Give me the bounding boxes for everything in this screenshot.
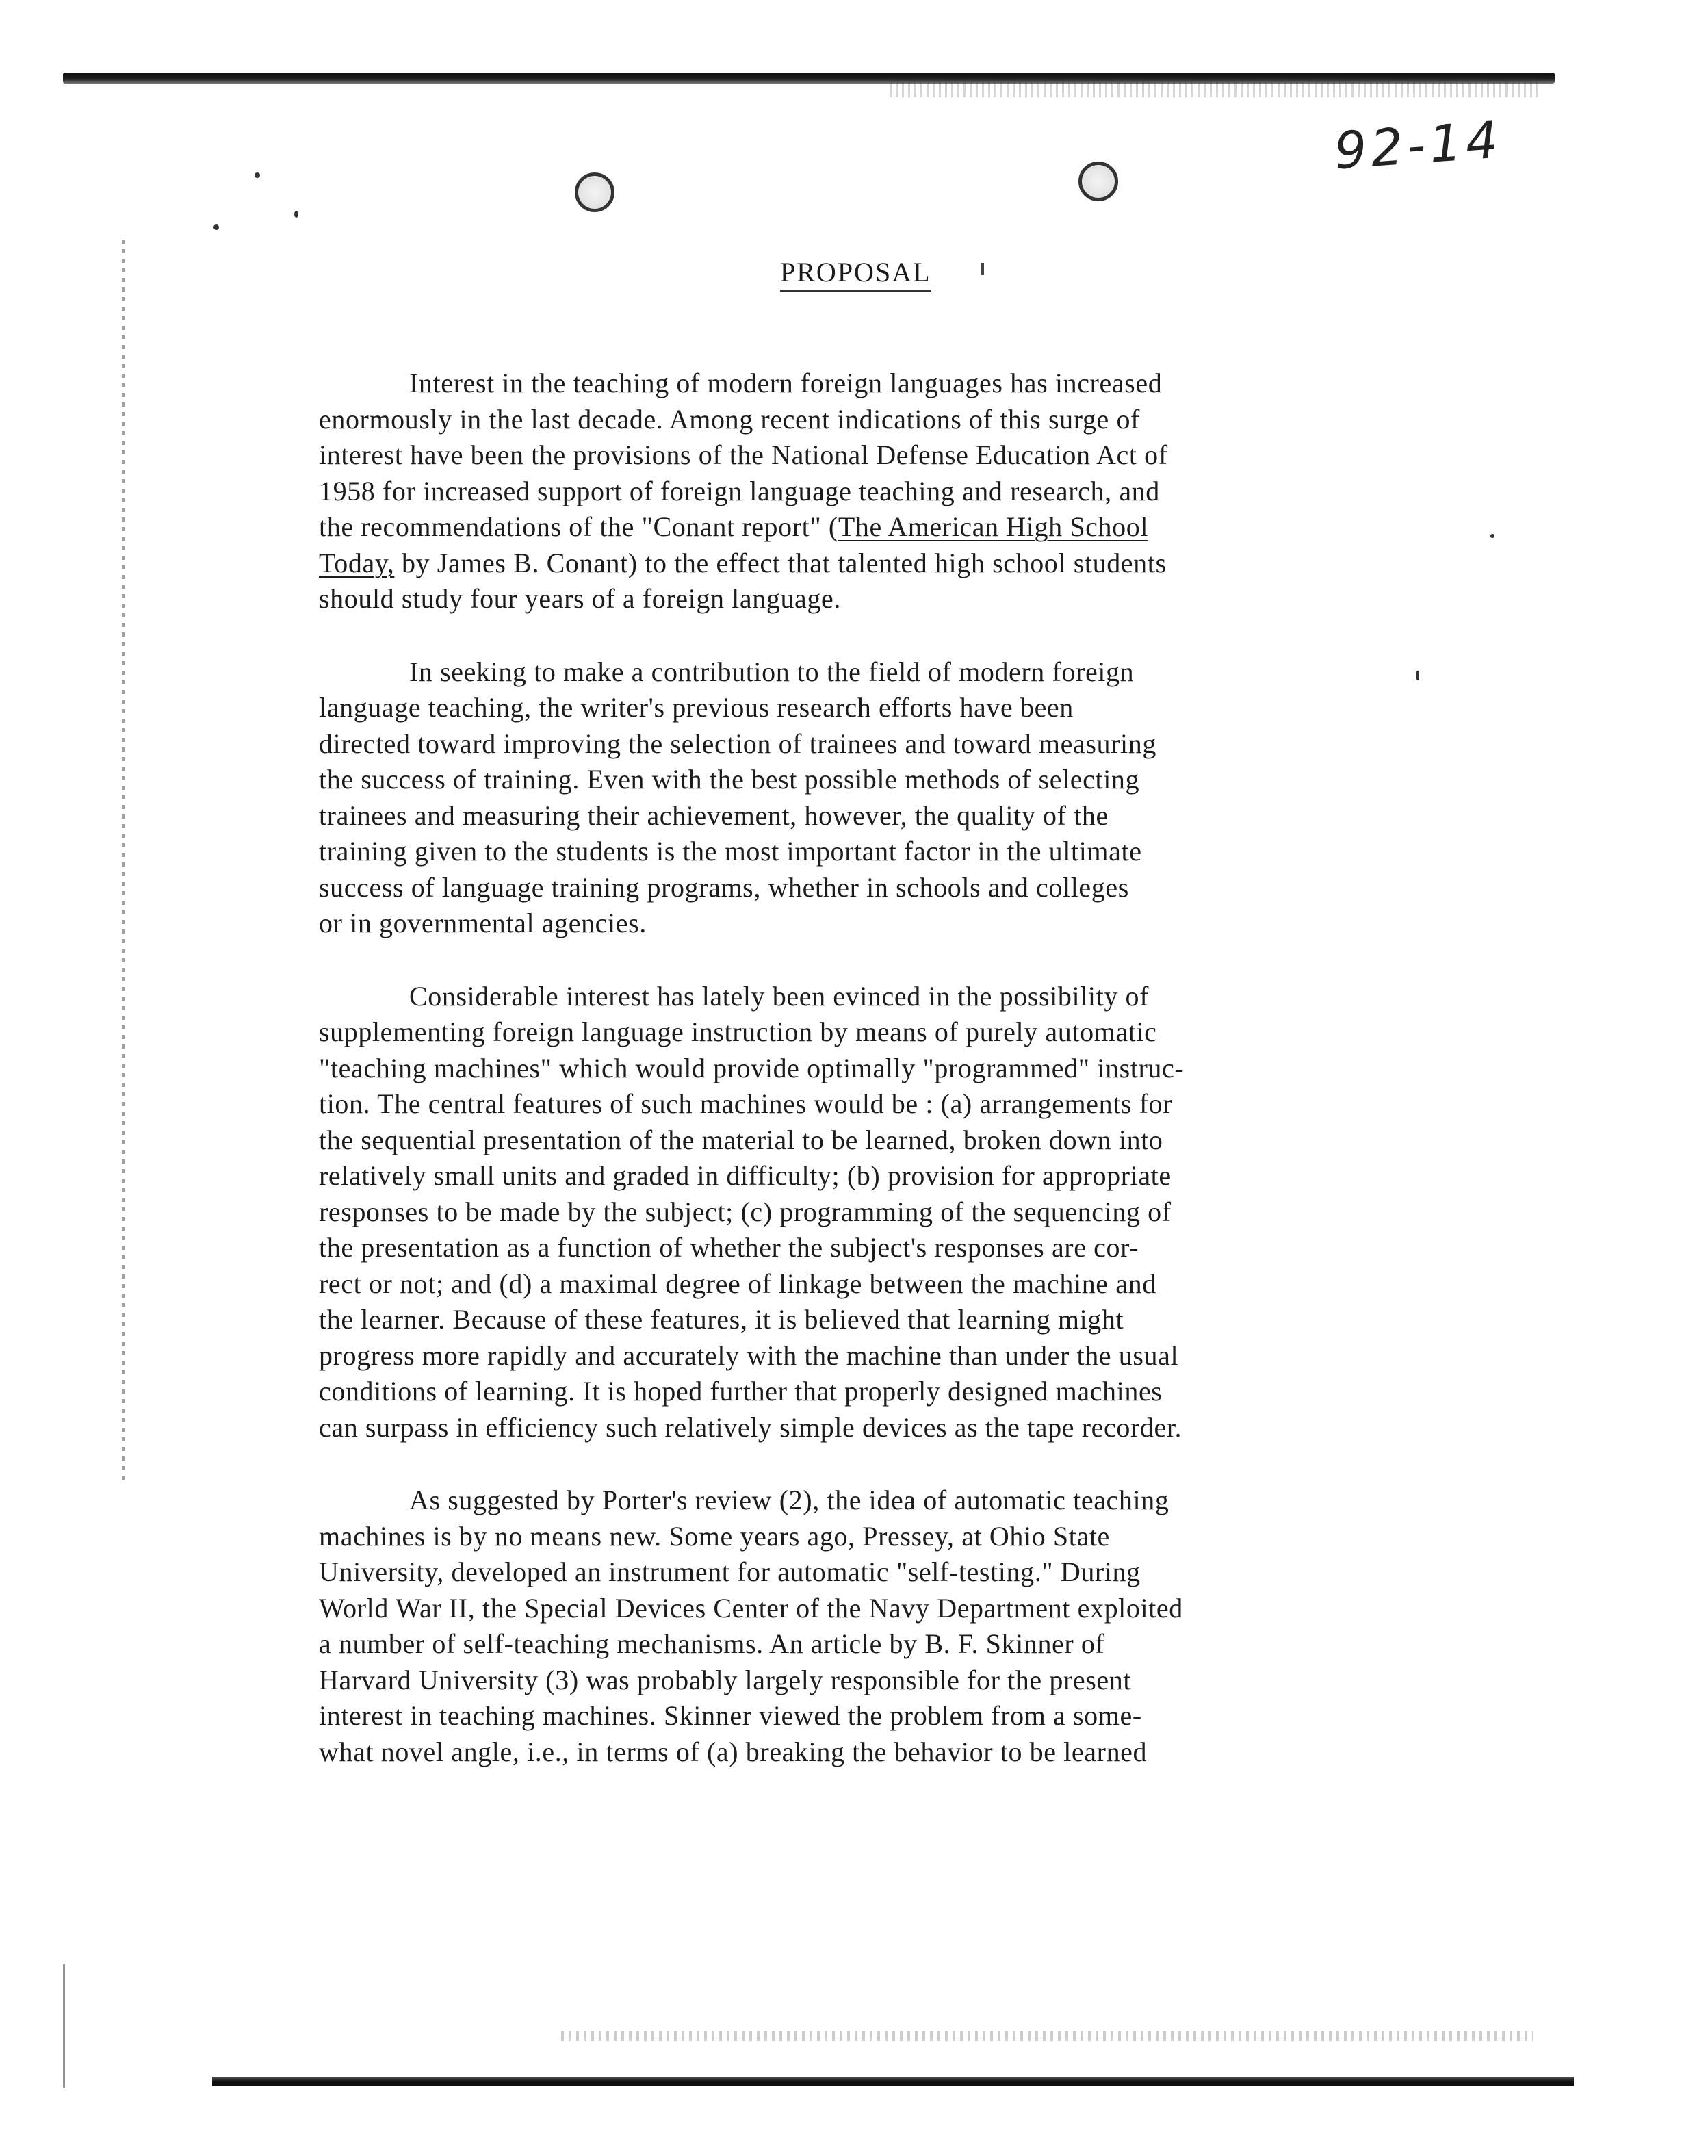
text-line [319, 546, 1537, 582]
text-line: the success of training. Even with the best possible methods of selecting [319, 764, 1140, 795]
punch-hole-left [575, 172, 614, 212]
text-line: training given to the students is the most important factor in the ultimate [319, 836, 1142, 867]
text-line: relatively small units and graded in difficulty; (b) provision for appropriate [319, 1160, 1172, 1191]
text-line: should study four years of a foreign language. [319, 583, 841, 614]
text-line: success of language training programs, whether in schools and colleges [319, 871, 1129, 903]
left-margin-scan-mark [122, 240, 125, 1485]
text-segment: by James B. Conant) to the effect that talented high school students [394, 547, 1167, 578]
text-line: responses to be made by the subject; (c) programming of the sequencing of [319, 1196, 1172, 1227]
underlined-book-title: The American High School [838, 511, 1149, 542]
handwritten-page-number: 92-14 [1332, 110, 1504, 181]
text-line: conditions of learning. It is hoped further that properly designed machines [319, 1376, 1163, 1407]
text-line: 1958 for increased support of foreign language teaching and research, and [319, 475, 1160, 506]
text-line [319, 509, 1537, 546]
document-body [319, 365, 1537, 1807]
text-line: machines is by no means new. Some years ago, Pressey, at Ohio State [319, 1520, 1110, 1552]
text-line: Harvard University (3) was probably largely responsible for the present [319, 1664, 1132, 1695]
text-line: enormously in the last decade. Among recent indications of this surge of [319, 403, 1140, 435]
text-line: can surpass in efficiency such relatively simple devices as the tape recorder. [319, 1411, 1182, 1443]
text-line: interest in teaching machines. Skinner viewed the problem from a some- [319, 1700, 1142, 1731]
scan-speck [294, 211, 298, 218]
text-line: supplementing foreign language instruction by means of purely automatic [319, 1016, 1157, 1047]
text-line: World War II, the Special Devices Center of the Navy Department exploited [319, 1592, 1183, 1624]
text-line: progress more rapidly and accurately with the machine than under the usual [319, 1339, 1179, 1371]
text-line: In seeking to make a contribution to the field of modern foreign [409, 656, 1135, 687]
bottom-scan-edge [212, 2077, 1574, 2086]
underlined-book-title-end: Today, [319, 547, 395, 578]
scan-speck [255, 172, 260, 178]
top-scan-noise [890, 81, 1540, 97]
text-line: language teaching, the writer's previous research efforts have been [319, 692, 1074, 723]
text-line: the presentation as a function of whether the subject's responses are cor- [319, 1232, 1139, 1263]
paragraph-2 [319, 654, 1537, 942]
paragraph-3 [319, 979, 1537, 1446]
text-line: the sequential presentation of the material to be learned, broken down into [319, 1124, 1163, 1155]
text-segment: the recommendations of the "Conant report" ( [319, 511, 838, 542]
text-line: or in governmental agencies. [319, 908, 647, 938]
text-line: trainees and measuring their achievement, however, the quality of the [319, 799, 1109, 831]
title-tick-mark [981, 263, 984, 275]
text-line: tion. The central features of such machines would be : (a) arrangements for [319, 1088, 1173, 1119]
punch-hole-right [1078, 162, 1118, 201]
text-line: interest have been the provisions of the National Defense Education Act of [319, 439, 1168, 470]
page-title: PROPOSAL [780, 256, 931, 292]
left-margin-scan-mark-lower [63, 1964, 65, 2088]
paragraph-1 [319, 365, 1537, 617]
scan-speck [214, 224, 219, 230]
text-line: what novel angle, i.e., in terms of (a) breaking the behavior to be learned [319, 1736, 1148, 1767]
text-line: a number of self-teaching mechanisms. An article by B. F. Skinner of [319, 1628, 1105, 1659]
paragraph-4 [319, 1483, 1537, 1770]
text-line: Interest in the teaching of modern foreign languages has increased [409, 368, 1163, 398]
text-line: "teaching machines" which would provide optimally "programmed" instruc- [319, 1052, 1185, 1083]
text-line: directed toward improving the selection of trainees and toward measuring [319, 728, 1156, 759]
text-line: rect or not; and (d) a maximal degree of linkage between the machine and [319, 1268, 1156, 1299]
text-line: University, developed an instrument for automatic "self-testing." During [319, 1556, 1141, 1587]
text-line: As suggested by Porter's review (2), the idea of automatic teaching [409, 1485, 1169, 1515]
bottom-scan-noise [561, 2031, 1533, 2041]
text-line: the learner. Because of these features, it is believed that learning might [319, 1304, 1124, 1335]
text-line: Considerable interest has lately been evinced in the possibility of [409, 980, 1150, 1012]
